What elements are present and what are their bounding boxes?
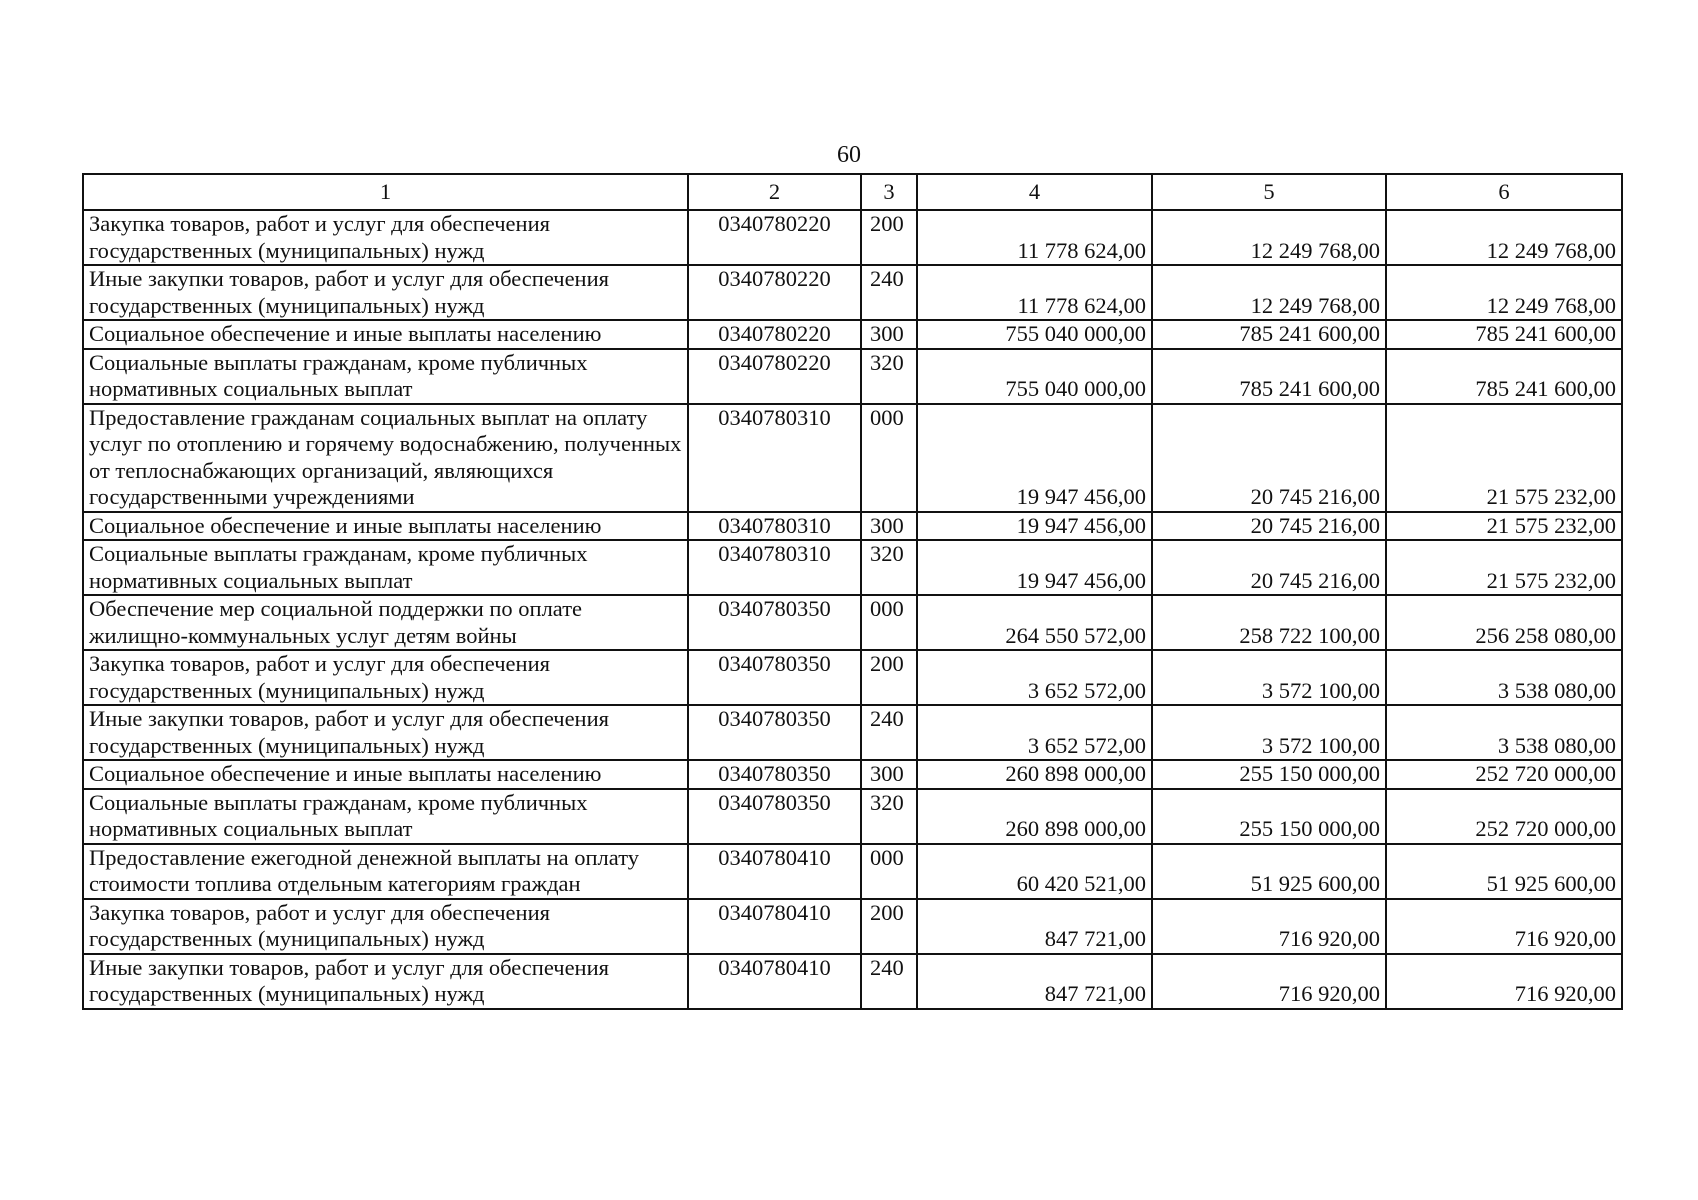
row-amount-col4-cell: 755 040 000,00 xyxy=(917,320,1152,349)
row-amount-col4-cell: 11 778 624,00 xyxy=(917,265,1152,320)
row-amount-col5-cell: 12 249 768,00 xyxy=(1152,265,1386,320)
row-amount-col5-cell: 785 241 600,00 xyxy=(1152,349,1386,404)
row-name-cell: Предоставление гражданам социальных выплат на оплату услуг по отоплению и горячему водоснабжению, полученных от теплоснабжающих организаций, являющихся государственными учреждениями xyxy=(83,404,688,512)
page-number: 60 xyxy=(837,142,861,168)
row-name-cell: Закупка товаров, работ и услуг для обеспечения государственных (муниципальных) нужд xyxy=(83,210,688,265)
table-row xyxy=(83,650,1622,705)
row-amount-col6-cell: 3 538 080,00 xyxy=(1386,705,1622,760)
row-amount-col5-cell: 51 925 600,00 xyxy=(1152,844,1386,899)
row-amount-col4-cell: 19 947 456,00 xyxy=(917,512,1152,541)
column-header-6: 6 xyxy=(1386,174,1622,210)
row-expense-type-cell: 200 xyxy=(861,650,917,705)
table-row xyxy=(83,954,1622,1009)
row-amount-col6-cell: 12 249 768,00 xyxy=(1386,265,1622,320)
row-amount-col4-cell: 755 040 000,00 xyxy=(917,349,1152,404)
row-amount-col5-cell: 20 745 216,00 xyxy=(1152,540,1386,595)
table-row xyxy=(83,540,1622,595)
row-amount-col4-cell: 11 778 624,00 xyxy=(917,210,1152,265)
row-name-cell: Социальные выплаты гражданам, кроме публичных нормативных социальных выплат xyxy=(83,540,688,595)
table-row xyxy=(83,760,1622,789)
row-name-cell: Иные закупки товаров, работ и услуг для обеспечения государственных (муниципальных) нужд xyxy=(83,954,688,1009)
row-code-cell: 0340780350 xyxy=(688,760,861,789)
row-amount-col4-cell: 847 721,00 xyxy=(917,954,1152,1009)
row-expense-type-cell: 000 xyxy=(861,844,917,899)
table-row xyxy=(83,320,1622,349)
row-amount-col5-cell: 20 745 216,00 xyxy=(1152,512,1386,541)
row-amount-col5-cell: 785 241 600,00 xyxy=(1152,320,1386,349)
row-name-cell: Предоставление ежегодной денежной выплаты на оплату стоимости топлива отдельным категориям граждан xyxy=(83,844,688,899)
row-amount-col6-cell: 785 241 600,00 xyxy=(1386,349,1622,404)
row-code-cell: 0340780310 xyxy=(688,512,861,541)
row-name-cell: Иные закупки товаров, работ и услуг для обеспечения государственных (муниципальных) нужд xyxy=(83,265,688,320)
row-amount-col4-cell: 19 947 456,00 xyxy=(917,540,1152,595)
column-header-2: 2 xyxy=(688,174,861,210)
row-amount-col6-cell: 256 258 080,00 xyxy=(1386,595,1622,650)
table-row xyxy=(83,404,1622,512)
row-amount-col5-cell: 716 920,00 xyxy=(1152,954,1386,1009)
row-name-cell: Иные закупки товаров, работ и услуг для обеспечения государственных (муниципальных) нужд xyxy=(83,705,688,760)
row-expense-type-cell: 240 xyxy=(861,705,917,760)
row-expense-type-cell: 000 xyxy=(861,595,917,650)
row-expense-type-cell: 000 xyxy=(861,404,917,512)
row-code-cell: 0340780410 xyxy=(688,899,861,954)
table-row xyxy=(83,705,1622,760)
row-name-cell: Социальное обеспечение и иные выплаты населению xyxy=(83,320,688,349)
row-amount-col5-cell: 3 572 100,00 xyxy=(1152,705,1386,760)
row-amount-col6-cell: 21 575 232,00 xyxy=(1386,512,1622,541)
row-name-cell: Социальное обеспечение и иные выплаты населению xyxy=(83,512,688,541)
row-amount-col4-cell: 3 652 572,00 xyxy=(917,705,1152,760)
row-amount-col6-cell: 252 720 000,00 xyxy=(1386,789,1622,844)
header-row xyxy=(83,174,1622,210)
row-amount-col6-cell: 252 720 000,00 xyxy=(1386,760,1622,789)
row-amount-col4-cell: 260 898 000,00 xyxy=(917,760,1152,789)
row-expense-type-cell: 320 xyxy=(861,540,917,595)
row-amount-col6-cell: 21 575 232,00 xyxy=(1386,404,1622,512)
row-name-cell: Социальное обеспечение и иные выплаты населению xyxy=(83,760,688,789)
table-body xyxy=(83,210,1622,1009)
row-name-cell: Закупка товаров, работ и услуг для обеспечения государственных (муниципальных) нужд xyxy=(83,899,688,954)
row-expense-type-cell: 200 xyxy=(861,899,917,954)
row-code-cell: 0340780220 xyxy=(688,320,861,349)
row-expense-type-cell: 200 xyxy=(861,210,917,265)
row-expense-type-cell: 300 xyxy=(861,320,917,349)
row-amount-col5-cell: 716 920,00 xyxy=(1152,899,1386,954)
row-amount-col4-cell: 260 898 000,00 xyxy=(917,789,1152,844)
row-expense-type-cell: 240 xyxy=(861,954,917,1009)
column-header-5: 5 xyxy=(1152,174,1386,210)
row-amount-col6-cell: 12 249 768,00 xyxy=(1386,210,1622,265)
row-code-cell: 0340780350 xyxy=(688,650,861,705)
row-amount-col6-cell: 3 538 080,00 xyxy=(1386,650,1622,705)
table-row xyxy=(83,844,1622,899)
row-code-cell: 0340780220 xyxy=(688,349,861,404)
row-expense-type-cell: 320 xyxy=(861,789,917,844)
row-amount-col4-cell: 60 420 521,00 xyxy=(917,844,1152,899)
row-code-cell: 0340780410 xyxy=(688,844,861,899)
table-row xyxy=(83,595,1622,650)
column-header-1: 1 xyxy=(83,174,688,210)
row-amount-col5-cell: 258 722 100,00 xyxy=(1152,595,1386,650)
row-amount-col4-cell: 264 550 572,00 xyxy=(917,595,1152,650)
row-code-cell: 0340780350 xyxy=(688,705,861,760)
row-amount-col5-cell: 3 572 100,00 xyxy=(1152,650,1386,705)
row-amount-col4-cell: 19 947 456,00 xyxy=(917,404,1152,512)
row-amount-col5-cell: 12 249 768,00 xyxy=(1152,210,1386,265)
column-header-4: 4 xyxy=(917,174,1152,210)
row-amount-col6-cell: 21 575 232,00 xyxy=(1386,540,1622,595)
table-row xyxy=(83,265,1622,320)
row-name-cell: Обеспечение мер социальной поддержки по оплате жилищно-коммунальных услуг детям войны xyxy=(83,595,688,650)
row-code-cell: 0340780410 xyxy=(688,954,861,1009)
row-amount-col4-cell: 3 652 572,00 xyxy=(917,650,1152,705)
row-amount-col5-cell: 20 745 216,00 xyxy=(1152,404,1386,512)
table-row xyxy=(83,512,1622,541)
row-amount-col6-cell: 785 241 600,00 xyxy=(1386,320,1622,349)
table-row xyxy=(83,210,1622,265)
table-row xyxy=(83,349,1622,404)
row-expense-type-cell: 300 xyxy=(861,512,917,541)
row-code-cell: 0340780350 xyxy=(688,595,861,650)
row-name-cell: Социальные выплаты гражданам, кроме публичных нормативных социальных выплат xyxy=(83,349,688,404)
row-expense-type-cell: 240 xyxy=(861,265,917,320)
row-amount-col5-cell: 255 150 000,00 xyxy=(1152,789,1386,844)
row-name-cell: Социальные выплаты гражданам, кроме публичных нормативных социальных выплат xyxy=(83,789,688,844)
row-amount-col6-cell: 716 920,00 xyxy=(1386,899,1622,954)
row-amount-col6-cell: 51 925 600,00 xyxy=(1386,844,1622,899)
row-code-cell: 0340780220 xyxy=(688,265,861,320)
row-expense-type-cell: 300 xyxy=(861,760,917,789)
column-header-3: 3 xyxy=(861,174,917,210)
row-code-cell: 0340780310 xyxy=(688,404,861,512)
row-amount-col4-cell: 847 721,00 xyxy=(917,899,1152,954)
row-code-cell: 0340780220 xyxy=(688,210,861,265)
row-amount-col5-cell: 255 150 000,00 xyxy=(1152,760,1386,789)
table-row xyxy=(83,789,1622,844)
table-row xyxy=(83,899,1622,954)
row-code-cell: 0340780310 xyxy=(688,540,861,595)
row-code-cell: 0340780350 xyxy=(688,789,861,844)
budget-table xyxy=(82,173,1623,1010)
row-expense-type-cell: 320 xyxy=(861,349,917,404)
row-name-cell: Закупка товаров, работ и услуг для обеспечения государственных (муниципальных) нужд xyxy=(83,650,688,705)
row-amount-col6-cell: 716 920,00 xyxy=(1386,954,1622,1009)
